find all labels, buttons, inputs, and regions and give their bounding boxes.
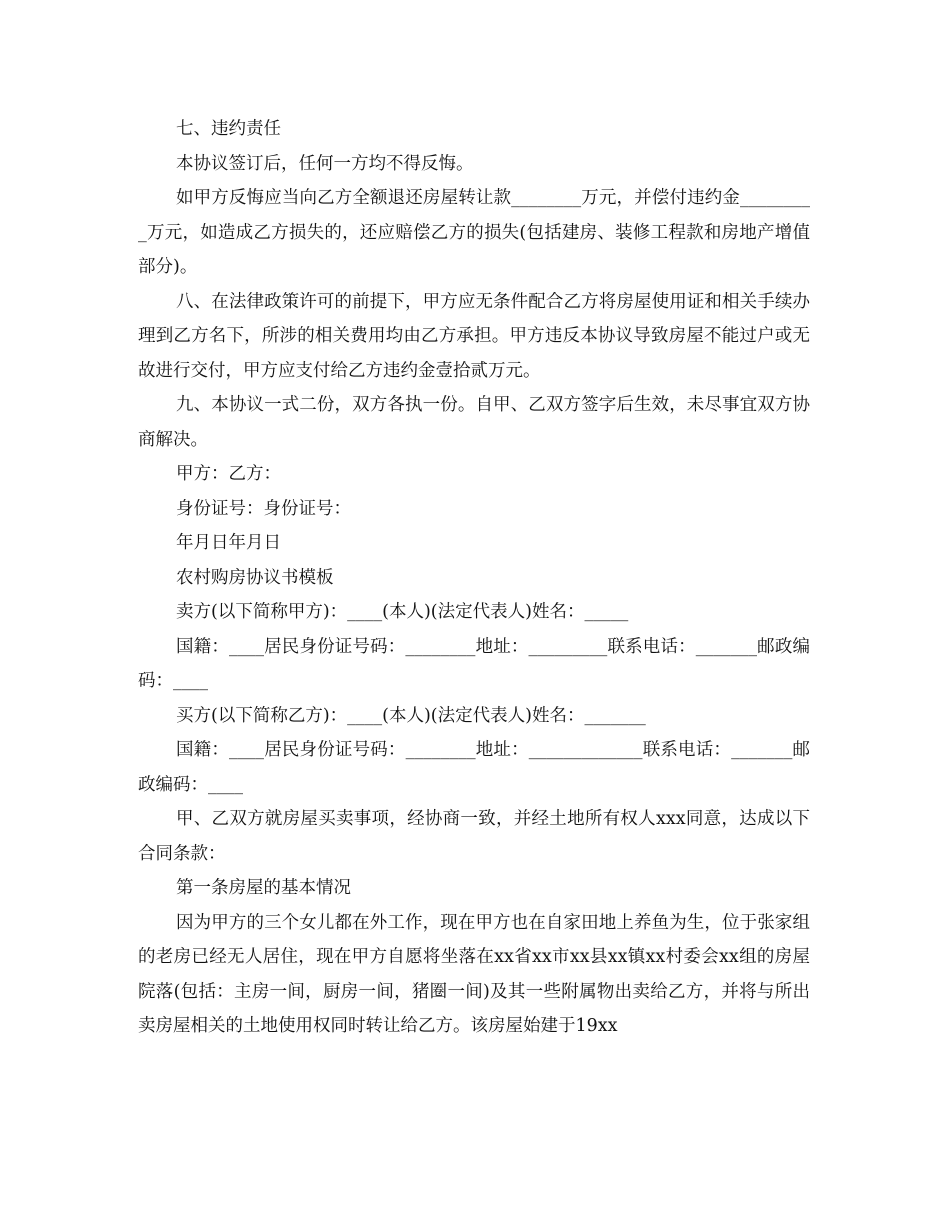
document-body [138,112,810,1044]
section-heading-breach: 七、违约责任 [176,119,281,139]
paragraph-no-regret: 本协议签订后，任何一方均不得反悔。 [176,153,474,174]
signature-dates: 年月日年月日 [176,533,281,553]
paragraph-clause-eight: 八、在法律政策许可的前提下，甲方应无条件配合乙方将房屋使用证和相关手续办理到乙方名下，所涉的相关费用均由乙方承担。甲方违反本协议导致房屋不能过户或无故进行交付，甲方应支付给乙方违约金壹拾贰万元。 [138,291,810,381]
paragraph-clause-nine: 九、本协议一式二份，双方各执一份。自甲、乙双方签字后生效，未尽事宜双方协商解决。 [138,395,810,450]
article-one-heading: 第一条房屋的基本情况 [176,878,351,898]
seller-line: 卖方(以下简称甲方)：____(本人)(法定代表人)姓名：_____ [176,602,629,622]
paragraph-house-situation: 因为甲方的三个女儿都在外工作，现在甲方也在自家田地上养鱼为生，位于张家组的老房已经无人居住，现在甲方自愿将坐落在xx省xx市xx县xx镇xx村委会xx组的房屋院落(包括：主房一间，厨房一间，猪圈一间)及其一些附属物出卖给乙方，并将与所出卖房屋相关的土地使用权同时转让给乙方。该房屋始建于19xx [138,912,810,1036]
signature-parties: 甲方：乙方： [176,464,281,484]
buyer-details: 国籍：____居民身份证号码：________地址：_____________联系电话：_______邮政编码：____ [138,740,810,795]
template-title: 农村购房协议书模板 [176,567,334,588]
seller-details: 国籍：____居民身份证号码：________地址：_________联系电话：_______邮政编码：____ [138,636,810,691]
signature-id-numbers: 身份证号：身份证号： [176,498,351,519]
paragraph-refund-penalty: 如甲方反悔应当向乙方全额退还房屋转让款________万元，并偿付违约金_________万元，如造成乙方损失的，还应赔偿乙方的损失(包括建房、装修工程款和房地产增值部分)。 [138,188,810,277]
paragraph-agreement-intro: 甲、乙双方就房屋买卖事项，经协商一致，并经土地所有权人xxx同意，达成以下合同条款： [138,809,810,864]
buyer-line: 买方(以下简称乙方)：____(本人)(法定代表人)姓名：_______ [176,705,646,726]
